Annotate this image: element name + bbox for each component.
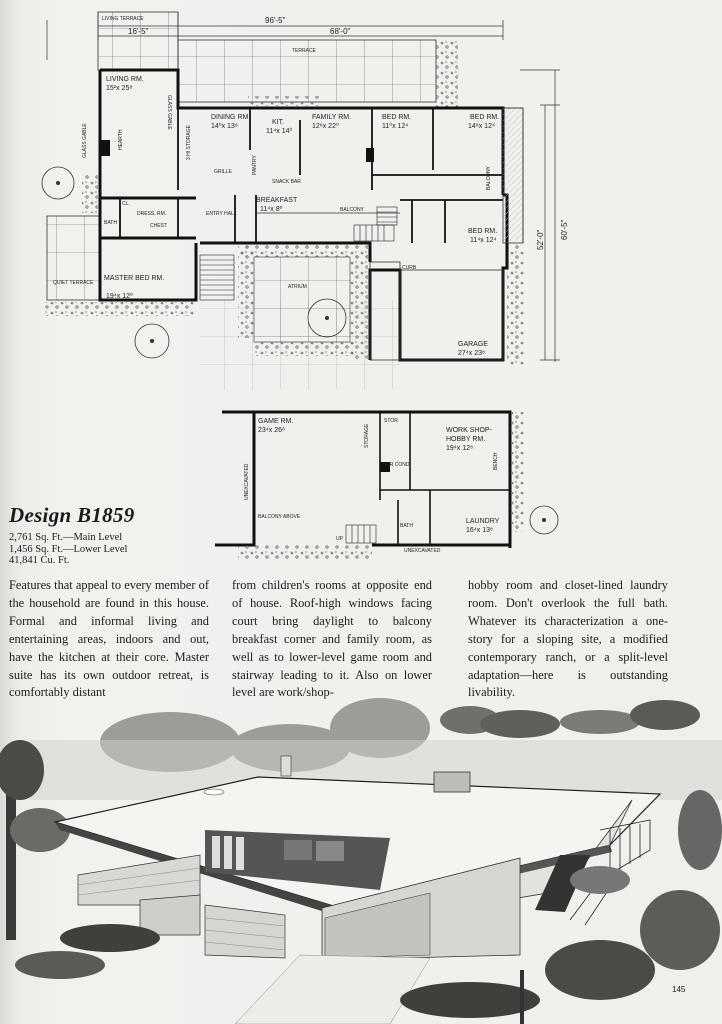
lower-planting-e	[510, 412, 524, 532]
planting-bed-ne	[436, 40, 458, 108]
bed-rm-3-label: BED RM.	[468, 228, 498, 235]
garage-label: GARAGE	[458, 341, 488, 348]
bed-rm-1-label: BED RM.	[382, 114, 412, 121]
planting-bed-w	[82, 175, 98, 213]
closet-label: CL.	[122, 201, 130, 207]
lower-up-label: UP	[336, 536, 343, 542]
curb-label: CURB	[402, 265, 417, 271]
lower-stairs	[346, 525, 376, 543]
storage-label: 3 HI STORAGE	[186, 125, 192, 160]
balcony-side-label: BALCONY	[486, 166, 492, 190]
dining-rm-size: 14⁰x 13⁸	[211, 123, 238, 130]
game-rm-size: 23⁴x 26⁸	[258, 427, 285, 434]
kit-size: 11⁴x 14⁰	[266, 128, 293, 135]
game-rm-label: GAME RM.	[258, 418, 294, 425]
garage-size: 27⁴x 23⁸	[458, 350, 485, 357]
dress-rm-label: DRESS. RM.	[137, 211, 167, 217]
design-stats	[9, 532, 127, 567]
lower-bath-label: BATH	[400, 523, 413, 529]
inner-width-dim: 68'-0"	[330, 27, 351, 36]
planting-bed-sw	[45, 302, 195, 316]
bed-rm-2-label: BED RM.	[470, 114, 500, 121]
snack-bar-label: SNACK BAR	[272, 179, 301, 185]
workshop-size: 19⁴x 12⁸	[446, 445, 473, 452]
planting-bed-e	[507, 245, 525, 365]
description-column-3: hobby room and closet-lined laundry room. Don't overlook the full bath. Whatever its characterization a one-story for a sloping site, a modified contemporary ranch, or a split-level adaptation—here is outstanding livability.	[468, 578, 668, 700]
family-rm-label: FAMILY RM.	[312, 114, 352, 121]
lower-planting	[238, 545, 372, 559]
chimney	[434, 772, 470, 792]
depth-main-dim: 52'-0"	[536, 229, 545, 250]
lower-level-area: 1,456 Sq. Ft.—Lower Level	[9, 543, 128, 555]
kit-label: KIT.	[272, 119, 285, 126]
glass-gable-label-2: GLASS GABLE	[82, 123, 88, 158]
bed-rm-3-size: 11⁴x 12⁴	[470, 237, 497, 244]
living-rm-size: 15²x 25⁸	[106, 85, 133, 92]
main-level-area: 2,761 Sq. Ft.—Main Level	[9, 532, 123, 543]
terrace-label: TERRACE	[292, 48, 316, 54]
driveway	[235, 955, 430, 1024]
bed-rm-1-size: 11⁰x 12⁴	[382, 123, 409, 130]
hearth-label: HEARTH	[118, 129, 124, 150]
atrium-planting-n	[238, 243, 368, 257]
depth-total-dim: 60'-5"	[560, 219, 569, 240]
balcony-label: BALCONY	[340, 207, 364, 213]
bed-rm-2-size: 14⁸x 12⁴	[468, 123, 495, 130]
quiet-terrace-paving	[47, 216, 101, 300]
breakfast-size: 11⁴x 8⁰	[260, 206, 283, 213]
description-column-1: Features that appeal to every member of the household are found in this house. Formal and informal living and entertaining areas, indoors and out, have the kitchen at their core. Master suite has its own outdoor retreat, is comfortably distant	[9, 578, 209, 700]
skylight	[204, 789, 224, 795]
air-cond-label: AIR COND.	[385, 462, 411, 468]
workshop-label: WORK SHOP-	[446, 427, 492, 434]
pantry-label: PANTRY	[252, 155, 258, 175]
living-terrace-label: LIVING TERRACE	[102, 16, 144, 22]
balcony-above-label: BALCONY ABOVE	[258, 514, 301, 520]
dining-rm-label: DINING RM.	[211, 114, 251, 121]
house-rendering	[0, 698, 722, 1024]
living-rm-label: LIVING RM.	[106, 76, 144, 83]
master-bed-label: MASTER BED RM.	[104, 275, 165, 282]
lower-level-plan	[215, 412, 558, 559]
page-number: 145	[672, 985, 686, 994]
quiet-terrace-label: QUIET TERRACE	[53, 280, 94, 286]
grille-label: GRILLE	[214, 169, 232, 175]
vent-stack	[281, 756, 291, 776]
breakfast-label: BREAKFAST	[256, 197, 298, 204]
family-rm-size: 12⁸x 22⁰	[312, 123, 339, 130]
lower-room-labels	[244, 418, 500, 554]
laundry-label: LAUNDRY	[466, 518, 500, 525]
entry-hall-label: ENTRY HALL	[206, 211, 237, 217]
family-fireplace	[366, 148, 374, 162]
unexcavated-left-label: UNEXCAVATED	[244, 463, 250, 500]
master-bed-size: 19⁴x 12⁰	[106, 293, 133, 300]
planting-bed-n	[248, 96, 320, 106]
main-level-plan	[42, 12, 569, 390]
bench-label: BENCH	[493, 452, 499, 470]
laundry-size: 16⁴x 13⁸	[466, 527, 493, 534]
description-column-2: from children's rooms at opposite end of house. Roof-high windows facing court bring daylight to balcony breakfast corner and family room, as well as to lower-level game room and stairway leading to it. Also on lower level are work/shop-	[232, 578, 432, 700]
chest-label: CHEST	[150, 223, 167, 229]
glass-gable-label-1: GLASS GABLE	[166, 95, 172, 130]
cubic-footage: 41,841 Cu. Ft.	[9, 555, 70, 566]
living-fireplace	[100, 140, 110, 156]
lower-stor-label: STOR.	[384, 418, 400, 424]
unexcavated-bottom-label: UNEXCAVATED	[404, 548, 441, 554]
bath-label: BATH	[104, 220, 117, 226]
atrium-label: ATRIUM	[288, 284, 307, 290]
lower-storage-label: STORAGE	[364, 423, 370, 448]
hobby-rm-label: HOBBY RM.	[446, 436, 486, 443]
design-title: Design B1859	[9, 503, 135, 527]
overall-width-dim: 96'-5"	[265, 16, 286, 25]
